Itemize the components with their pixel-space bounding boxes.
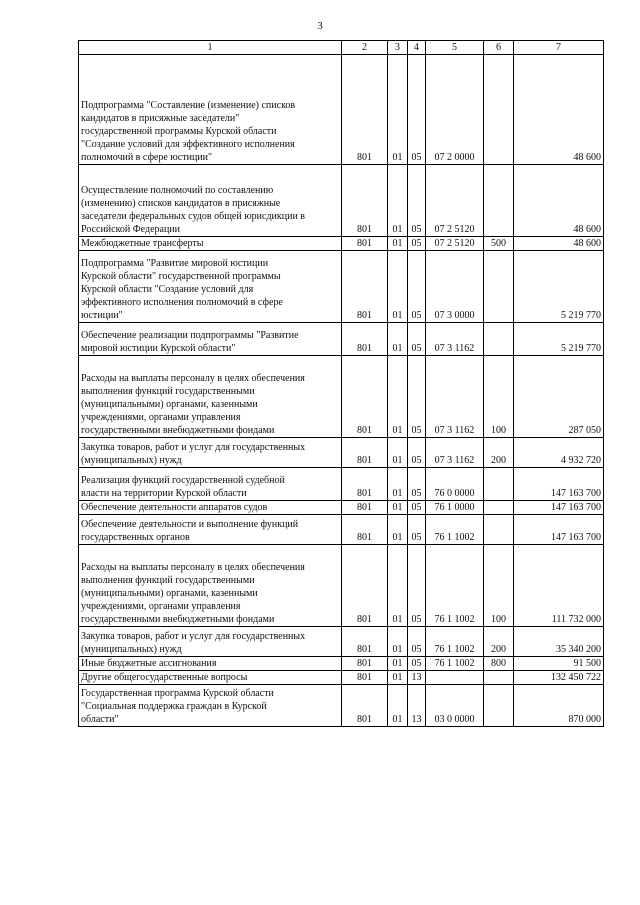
row-amount: 132 450 722: [514, 671, 604, 685]
row-name-text: Подпрограмма "Составление (изменение) списков кандидатов в присяжные заседатели" государственной программы Курской области "Создание условий для эффективного исполнения полномочий в сфере юстиции": [81, 100, 296, 163]
row-rz-code: 01: [388, 545, 408, 627]
row-name: [79, 468, 342, 501]
row-rz-code: 01: [388, 671, 408, 685]
table-row: [79, 671, 604, 685]
row-amount: 48 600: [514, 165, 604, 237]
row-amount: 48 600: [514, 237, 604, 251]
table-row: [79, 251, 604, 323]
row-rz-code: 01: [388, 323, 408, 356]
row-name: [79, 356, 342, 438]
row-name-text: Закупка товаров, работ и услуг для государственных (муниципальных) нужд: [81, 442, 306, 466]
row-name: [79, 438, 342, 468]
row-pr-code: 05: [408, 438, 426, 468]
row-gr-code: 801: [342, 356, 388, 438]
row-vr-code: 100: [484, 545, 514, 627]
row-pr-code: 05: [408, 515, 426, 545]
row-vr-code: 800: [484, 657, 514, 671]
row-amount: 5 219 770: [514, 251, 604, 323]
row-amount: 111 732 000: [514, 545, 604, 627]
row-pr-code: 05: [408, 545, 426, 627]
row-name: [79, 237, 342, 251]
row-rz-code: 01: [388, 438, 408, 468]
row-csr-code: 76 1 1002: [426, 545, 484, 627]
table-row: [79, 515, 604, 545]
row-vr-code: [484, 671, 514, 685]
row-vr-code: [484, 685, 514, 727]
row-gr-code: 801: [342, 468, 388, 501]
row-pr-code: 05: [408, 468, 426, 501]
row-vr-code: [484, 55, 514, 165]
row-rz-code: 01: [388, 627, 408, 657]
table-row: [79, 323, 604, 356]
row-name-text: Расходы на выплаты персоналу в целях обеспечения выполнения функций государственными (муниципальными) органами, казенными учреждениями, органами управления государственными внебюджетными фондами: [81, 373, 305, 436]
row-csr-code: 07 2 5120: [426, 165, 484, 237]
row-name-text: Обеспечение деятельности аппаратов судов: [81, 502, 268, 513]
row-name-text: Подпрограмма "Развитие мировой юстиции Курской области" государственной программы Курской области "Создание условий для эффективного исполнения полномочий в сфере юстиции": [81, 258, 283, 321]
row-gr-code: 801: [342, 438, 388, 468]
row-pr-code: 05: [408, 251, 426, 323]
row-pr-code: 05: [408, 237, 426, 251]
row-amount: 35 340 200: [514, 627, 604, 657]
column-header: 7: [514, 41, 604, 55]
row-csr-code: 76 1 1002: [426, 515, 484, 545]
row-gr-code: 801: [342, 323, 388, 356]
table-row: [79, 237, 604, 251]
table-row: [79, 501, 604, 515]
row-rz-code: 01: [388, 657, 408, 671]
row-name: [79, 671, 342, 685]
table-row: [79, 165, 604, 237]
row-gr-code: 801: [342, 501, 388, 515]
row-name: [79, 251, 342, 323]
row-name-text: Закупка товаров, работ и услуг для государственных (муниципальных) нужд: [81, 631, 306, 655]
row-name-text: Другие общегосударственные вопросы: [81, 672, 248, 683]
row-name-text: Расходы на выплаты персоналу в целях обеспечения выполнения функций государственными (муниципальными) органами, казенными учреждениями, органами управления государственными внебюджетными фондами: [81, 562, 305, 625]
budget-table: [78, 40, 604, 727]
row-csr-code: 07 3 0000: [426, 251, 484, 323]
row-amount: 287 050: [514, 356, 604, 438]
row-gr-code: 801: [342, 251, 388, 323]
row-gr-code: 801: [342, 671, 388, 685]
row-vr-code: [484, 251, 514, 323]
column-header: 5: [426, 41, 484, 55]
row-gr-code: 801: [342, 685, 388, 727]
row-csr-code: 07 2 0000: [426, 55, 484, 165]
row-rz-code: 01: [388, 501, 408, 515]
column-header: 1: [79, 41, 342, 55]
row-csr-code: 76 1 0000: [426, 501, 484, 515]
table-row: [79, 55, 604, 165]
table-row: [79, 545, 604, 627]
row-rz-code: 01: [388, 468, 408, 501]
row-vr-code: 100: [484, 356, 514, 438]
row-gr-code: 801: [342, 515, 388, 545]
row-name-text: Реализация функций государственной судебной власти на территории Курской области: [81, 475, 285, 499]
row-vr-code: [484, 501, 514, 515]
row-vr-code: [484, 468, 514, 501]
table-row: [79, 468, 604, 501]
row-pr-code: 05: [408, 627, 426, 657]
row-name-text: Иные бюджетные ассигнования: [81, 658, 217, 669]
row-amount: 4 932 720: [514, 438, 604, 468]
row-amount: 870 000: [514, 685, 604, 727]
row-pr-code: 13: [408, 671, 426, 685]
row-pr-code: 05: [408, 356, 426, 438]
row-gr-code: 801: [342, 545, 388, 627]
row-name: [79, 323, 342, 356]
table-row: [79, 356, 604, 438]
row-csr-code: 76 1 1002: [426, 657, 484, 671]
table-header-row: [79, 41, 604, 55]
row-vr-code: 200: [484, 438, 514, 468]
row-vr-code: [484, 323, 514, 356]
row-name-text: Обеспечение деятельности и выполнение функций государственных органов: [81, 519, 299, 543]
row-name-text: Осуществление полномочий по составлению (изменению) списков кандидатов в присяжные заседатели федеральных судов общей юрисдикции в Российской Федерации: [81, 185, 306, 235]
row-name-text: Межбюджетные трансферты: [81, 238, 204, 249]
row-gr-code: 801: [342, 627, 388, 657]
row-amount: 91 500: [514, 657, 604, 671]
table-row: [79, 685, 604, 727]
row-csr-code: [426, 671, 484, 685]
row-amount: 5 219 770: [514, 323, 604, 356]
row-amount: 147 163 700: [514, 501, 604, 515]
row-rz-code: 01: [388, 251, 408, 323]
row-name: [79, 515, 342, 545]
row-csr-code: 07 3 1162: [426, 438, 484, 468]
row-name: [79, 657, 342, 671]
row-csr-code: 76 1 1002: [426, 627, 484, 657]
column-header: 3: [388, 41, 408, 55]
row-csr-code: 76 0 0000: [426, 468, 484, 501]
table-row: [79, 438, 604, 468]
row-name: [79, 627, 342, 657]
row-name: [79, 55, 342, 165]
column-header: 4: [408, 41, 426, 55]
row-pr-code: 05: [408, 501, 426, 515]
row-amount: 147 163 700: [514, 468, 604, 501]
row-rz-code: 01: [388, 237, 408, 251]
row-name-text: Обеспечение реализации подпрограммы "Развитие мировой юстиции Курской области": [81, 330, 299, 354]
column-header: 2: [342, 41, 388, 55]
row-gr-code: 801: [342, 657, 388, 671]
row-name-text: Государственная программа Курской области "Социальная поддержка граждан в Курской области": [81, 688, 274, 725]
row-csr-code: 07 3 1162: [426, 323, 484, 356]
row-rz-code: 01: [388, 515, 408, 545]
row-amount: 147 163 700: [514, 515, 604, 545]
row-gr-code: 801: [342, 55, 388, 165]
row-vr-code: [484, 515, 514, 545]
page-number: 3: [317, 20, 323, 32]
row-rz-code: 01: [388, 55, 408, 165]
row-pr-code: 05: [408, 165, 426, 237]
row-vr-code: 200: [484, 627, 514, 657]
row-pr-code: 13: [408, 685, 426, 727]
row-name: [79, 685, 342, 727]
row-pr-code: 05: [408, 55, 426, 165]
row-csr-code: 07 2 5120: [426, 237, 484, 251]
row-pr-code: 05: [408, 323, 426, 356]
table-row: [79, 627, 604, 657]
row-gr-code: 801: [342, 165, 388, 237]
row-name: [79, 545, 342, 627]
row-vr-code: [484, 165, 514, 237]
row-csr-code: 03 0 0000: [426, 685, 484, 727]
row-gr-code: 801: [342, 237, 388, 251]
row-rz-code: 01: [388, 165, 408, 237]
column-header: 6: [484, 41, 514, 55]
row-name: [79, 501, 342, 515]
row-pr-code: 05: [408, 657, 426, 671]
row-csr-code: 07 3 1162: [426, 356, 484, 438]
row-rz-code: 01: [388, 356, 408, 438]
row-name: [79, 165, 342, 237]
row-amount: 48 600: [514, 55, 604, 165]
row-vr-code: 500: [484, 237, 514, 251]
row-rz-code: 01: [388, 685, 408, 727]
table-row: [79, 657, 604, 671]
